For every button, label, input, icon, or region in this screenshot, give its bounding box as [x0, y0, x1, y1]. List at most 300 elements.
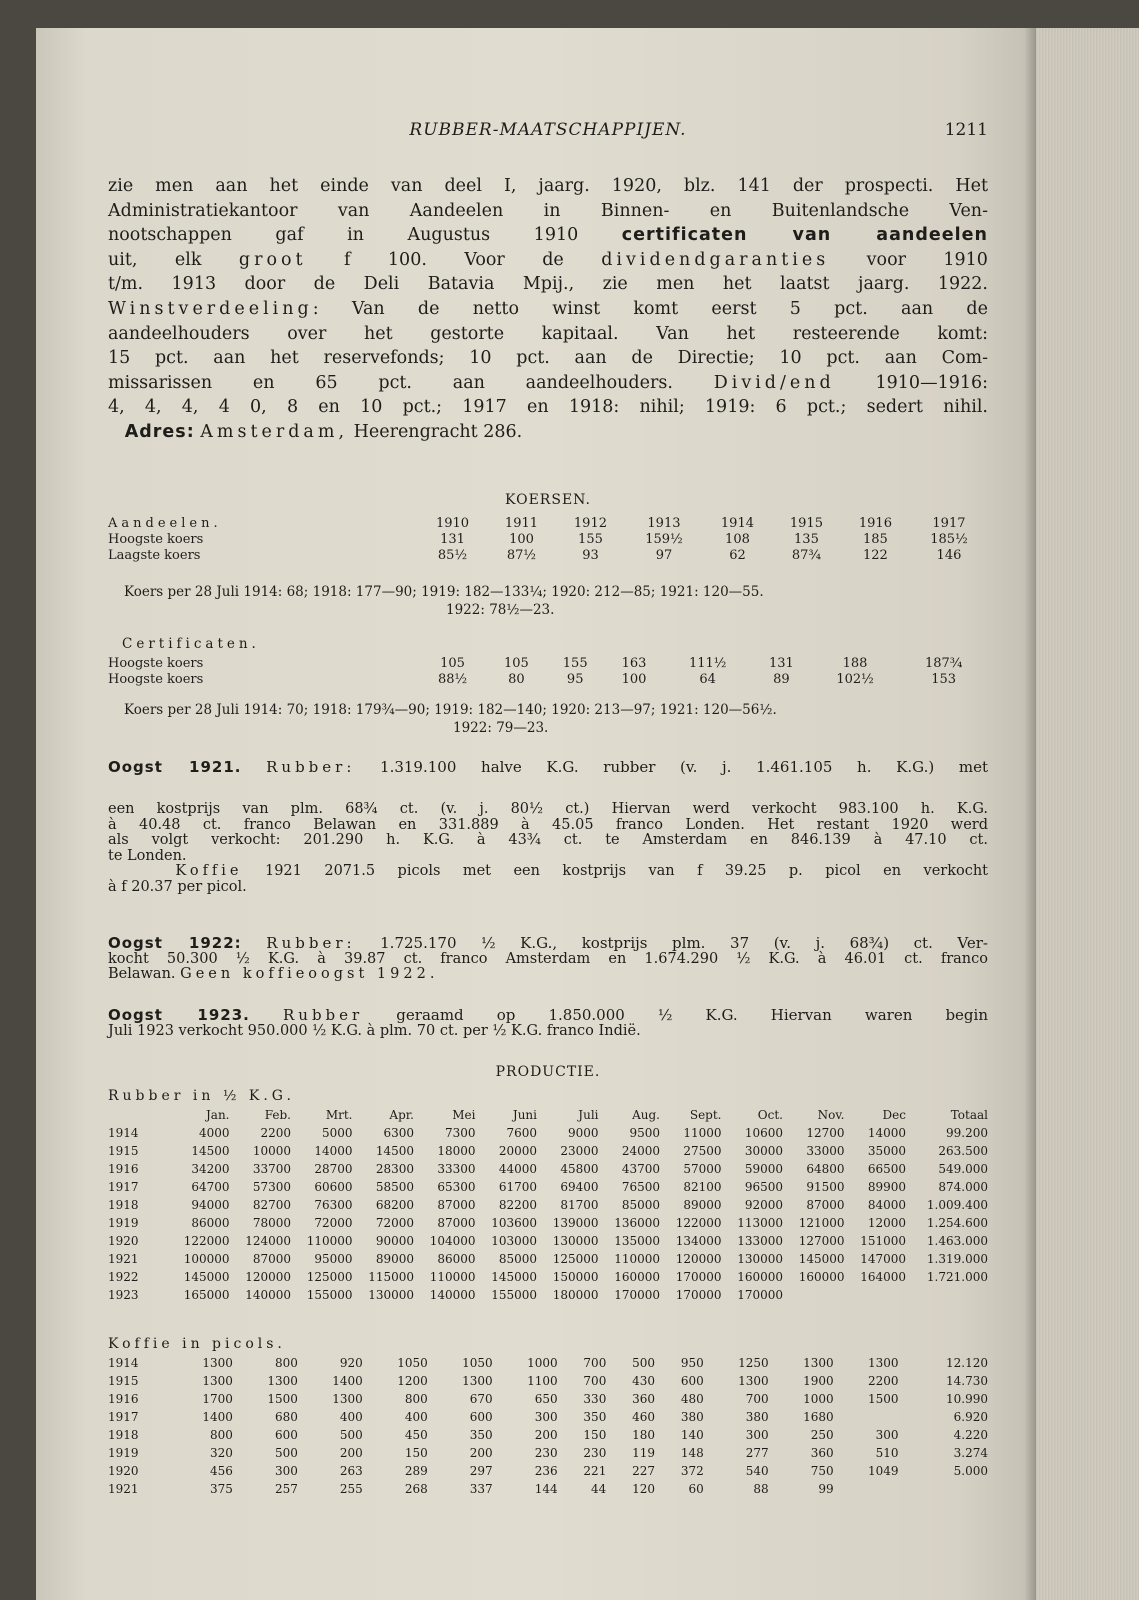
table-cell: 9500 — [629, 1126, 660, 1140]
table-cell: 1300 — [202, 1356, 233, 1370]
productie-rubber-label: Rubber in ½ K.G. — [108, 1088, 295, 1104]
table-cell: 289 — [404, 1464, 428, 1478]
table-cell: 90000 — [375, 1234, 414, 1248]
table-cell: 170000 — [737, 1288, 783, 1302]
table-cell: 300 — [875, 1428, 899, 1442]
table-cell: 14000 — [867, 1126, 906, 1140]
table-cell: 134000 — [675, 1234, 722, 1248]
table-cell: 113000 — [737, 1216, 783, 1230]
table-cell: 145000 — [491, 1270, 537, 1284]
row-year: 1920 — [108, 1234, 139, 1248]
table-cell: 277 — [745, 1446, 769, 1460]
table-cell: 350 — [469, 1428, 493, 1442]
table-cell: 1100 — [527, 1374, 558, 1388]
table-cell: 85000 — [498, 1252, 537, 1266]
table-cell: 92000 — [744, 1198, 783, 1212]
table-cell: 145000 — [183, 1270, 230, 1284]
row-year: 1921 — [108, 1482, 139, 1496]
table-cell: 500 — [632, 1356, 656, 1370]
table-cell: 43700 — [621, 1162, 660, 1176]
table-row — [108, 1408, 988, 1426]
table-cell: 227 — [632, 1464, 656, 1478]
table-cell: 1000 — [527, 1356, 558, 1370]
table-cell: 91500 — [806, 1180, 845, 1194]
table-cell: 88 — [753, 1482, 769, 1496]
table-cell: 104000 — [429, 1234, 476, 1248]
table-cell: 136000 — [614, 1216, 660, 1230]
row-year: 1918 — [108, 1198, 139, 1212]
table-cell: 1200 — [397, 1374, 428, 1388]
table-cell: 64700 — [191, 1180, 230, 1194]
table-cell: 110000 — [306, 1234, 353, 1248]
table-cell: 350 — [583, 1410, 607, 1424]
adres-label: Adres: — [124, 421, 195, 442]
table-cell: 103600 — [491, 1216, 537, 1230]
table-cell: 57000 — [683, 1162, 722, 1176]
table-cell: 600 — [469, 1410, 493, 1424]
table-row — [108, 1444, 988, 1462]
table-cell: 540 — [745, 1464, 769, 1478]
table-row: Aandeelen. 1910 1911 1912 1913 1914 1915 1916 1917 — [108, 516, 966, 531]
table-cell: 800 — [210, 1428, 233, 1442]
table-cell: 24000 — [621, 1144, 660, 1158]
table-cell: 2200 — [260, 1126, 291, 1140]
table-cell: 122000 — [183, 1234, 230, 1248]
table-cell: 160000 — [614, 1270, 660, 1284]
row-year: 1919 — [108, 1216, 139, 1230]
productie-rubber-table — [108, 1106, 988, 1304]
row-year: 1916 — [108, 1162, 139, 1176]
table-cell: 120000 — [245, 1270, 291, 1284]
table-cell: 268 — [404, 1482, 428, 1496]
table-cell: 4.220 — [953, 1428, 988, 1442]
table-cell: 110000 — [614, 1252, 660, 1266]
table-cell: 221 — [583, 1464, 607, 1478]
oogst-1921-heading: Oogst 1921. — [108, 758, 242, 776]
table-row — [108, 1214, 988, 1232]
table-cell: 127000 — [798, 1234, 845, 1248]
table-cell: 500 — [274, 1446, 298, 1460]
table-cell: 44000 — [498, 1162, 537, 1176]
table-cell: 7300 — [444, 1126, 476, 1140]
table-cell: 372 — [680, 1464, 704, 1478]
table-cell: 1000 — [803, 1392, 834, 1406]
aandeelen-label: Aandeelen. — [108, 516, 222, 531]
table-cell: 4000 — [198, 1126, 230, 1140]
table-cell: 1300 — [868, 1356, 899, 1370]
table-cell: 120 — [632, 1482, 656, 1496]
intro-line-6: Winstverdeeling: Van de netto winst komt eerst 5 pct. aan de — [108, 298, 988, 319]
table-cell: 30000 — [744, 1144, 783, 1158]
table-row — [108, 1232, 988, 1250]
aandeelen-note-2: 1922: 78½—23. — [446, 602, 555, 618]
table-cell: 375 — [210, 1482, 233, 1496]
table-cell: 10000 — [252, 1144, 291, 1158]
table-cell: 44 — [591, 1482, 607, 1496]
table-cell: 60600 — [314, 1180, 353, 1194]
table-cell: 121000 — [798, 1216, 845, 1230]
table-cell: 144 — [534, 1482, 558, 1496]
table-cell: 400 — [339, 1410, 363, 1424]
table-cell: 330 — [583, 1392, 607, 1406]
table-cell: 257 — [274, 1482, 298, 1496]
table-cell: 1300 — [332, 1392, 363, 1406]
table-cell: 7600 — [506, 1126, 537, 1140]
table-cell: 670 — [469, 1392, 493, 1406]
table-row: Hoogste koers 131 100 155 159½ 108 135 185 185½ — [108, 532, 968, 547]
table-cell: 6.920 — [953, 1410, 988, 1424]
intro-line-9: missarissen en 65 pct. aan aandeelhouders. Divid/end 1910—1916: — [108, 372, 988, 393]
table-header-row: Jan. Feb. Mrt. Apr. Mei Juni Juli Aug. Sept. Oct. Nov. Dec Totaal — [205, 1108, 988, 1122]
table-cell: 1300 — [267, 1374, 298, 1388]
table-cell: 85000 — [621, 1198, 660, 1212]
table-cell: 28300 — [375, 1162, 414, 1176]
table-cell: 20000 — [498, 1144, 537, 1158]
table-cell: 64800 — [806, 1162, 845, 1176]
row-year: 1921 — [108, 1252, 139, 1266]
table-cell: 60 — [688, 1482, 704, 1496]
table-cell: 86000 — [191, 1216, 230, 1230]
table-cell: 380 — [745, 1410, 769, 1424]
table-cell: 33700 — [252, 1162, 291, 1176]
table-cell: 920 — [339, 1356, 363, 1370]
table-cell: 66500 — [867, 1162, 906, 1176]
table-cell: 1.009.400 — [926, 1198, 988, 1212]
table-cell — [783, 1286, 845, 1304]
table-row — [108, 1462, 988, 1480]
table-cell: 89900 — [867, 1180, 906, 1194]
table-cell: 600 — [680, 1374, 704, 1388]
table-cell: 6300 — [383, 1126, 414, 1140]
table-row — [108, 1354, 988, 1372]
table-cell: 9000 — [567, 1126, 599, 1140]
certificaten-note-1: Koers per 28 Juli 1914: 70; 1918: 179¾—90; 1919: 182—140; 1920: 213—97; 1921: 120—56½. — [124, 702, 777, 718]
book-page-edges — [1036, 28, 1139, 1600]
table-cell: 263.500 — [938, 1144, 988, 1158]
table-cell: 1050 — [462, 1356, 493, 1370]
table-cell: 12700 — [806, 1126, 845, 1140]
koersen-title: KOERSEN. — [505, 492, 591, 508]
table-row — [108, 1160, 988, 1178]
table-cell: 650 — [534, 1392, 558, 1406]
table-cell: 1300 — [202, 1374, 233, 1388]
table-cell: 450 — [404, 1428, 428, 1442]
table-cell: 140000 — [245, 1288, 291, 1302]
table-cell: 5.000 — [953, 1464, 988, 1478]
row-year: 1914 — [108, 1356, 139, 1370]
row-year: 1917 — [108, 1180, 139, 1194]
table-cell: 33000 — [806, 1144, 845, 1158]
table-cell: 230 — [534, 1446, 558, 1460]
table-cell: 11000 — [683, 1126, 722, 1140]
oogst-1922: Oogst 1922: Rubber: 1.725.170 ½ K.G., kostprijs plm. 37 (v. j. 68¾) ct. Ver- kocht 50.300 ½ K.G. à 39.87 ct. franco Amsterdam en 1.674.290 ½ K.G. à 46.01 ct. franco Belawan. Geen koffieoogst 1922. — [108, 934, 988, 982]
intro-line-5: t/m. 1913 door de Deli Batavia Mpij., zie men het laatst jaarg. 1922. — [108, 274, 988, 295]
table-cell: 103000 — [491, 1234, 537, 1248]
certificaten-label: Certificaten. — [122, 636, 260, 652]
table-cell: 337 — [469, 1482, 493, 1496]
table-cell: 170000 — [614, 1288, 660, 1302]
koersen-aandeelen-table — [108, 516, 988, 564]
table-row — [108, 1286, 988, 1304]
table-cell: 58500 — [375, 1180, 414, 1194]
table-cell: 87000 — [252, 1252, 291, 1266]
table-cell: 1300 — [462, 1374, 493, 1388]
table-cell: 263 — [339, 1464, 363, 1478]
table-cell: 165000 — [183, 1288, 230, 1302]
table-cell: 600 — [274, 1428, 298, 1442]
table-cell: 700 — [583, 1374, 607, 1388]
oogst-1921: Oogst 1921. Rubber: 1.319.100 halve K.G. rubber (v. j. 1.461.105 h. K.G.) met — [108, 758, 988, 776]
table-row — [108, 1480, 988, 1498]
table-cell: 874.000 — [938, 1180, 988, 1194]
intro-paragraph — [108, 174, 988, 445]
table-cell: 87000 — [437, 1198, 476, 1212]
intro-line-1: zie men aan het einde van deel I, jaarg. 1920, blz. 141 der prospecti. Het — [108, 176, 988, 196]
row-year: 1920 — [108, 1464, 139, 1478]
table-cell: 1400 — [332, 1374, 363, 1388]
table-cell: 170000 — [675, 1288, 722, 1302]
table-cell: 76300 — [314, 1198, 353, 1212]
table-cell: 125000 — [552, 1252, 599, 1266]
table-cell — [834, 1480, 899, 1498]
table-row — [108, 1196, 988, 1214]
table-cell: 549.000 — [938, 1162, 988, 1176]
table-cell: 115000 — [368, 1270, 414, 1284]
table-row — [108, 1250, 988, 1268]
table-cell: 87000 — [437, 1216, 476, 1230]
table-cell: 130000 — [737, 1252, 783, 1266]
table-cell: 12000 — [867, 1216, 906, 1230]
table-cell: 150000 — [552, 1270, 599, 1284]
table-cell: 68200 — [375, 1198, 414, 1212]
productie-title: PRODUCTIE. — [495, 1064, 601, 1080]
table-cell: 3.274 — [953, 1446, 988, 1460]
table-cell: 99.200 — [946, 1126, 988, 1140]
table-cell: 139000 — [552, 1216, 599, 1230]
intro-line-4: uit, elk groot f 100. Voor de dividendgaranties voor 1910 — [108, 249, 988, 270]
table-row — [108, 1426, 988, 1444]
row-year: 1918 — [108, 1428, 139, 1442]
table-cell: 1250 — [738, 1356, 769, 1370]
table-cell: 110000 — [429, 1270, 476, 1284]
table-cell: 155000 — [491, 1288, 537, 1302]
table-cell: 460 — [632, 1410, 656, 1424]
table-cell: 100000 — [183, 1252, 230, 1266]
table-cell: 122000 — [675, 1216, 722, 1230]
table-cell: 23000 — [560, 1144, 599, 1158]
table-cell: 1.463.000 — [926, 1234, 988, 1248]
table-cell: 140 — [680, 1428, 704, 1442]
table-cell: 255 — [339, 1482, 363, 1496]
table-cell: 480 — [680, 1392, 704, 1406]
table-cell: 33300 — [437, 1162, 476, 1176]
table-cell: 700 — [745, 1392, 769, 1406]
table-cell: 1500 — [267, 1392, 298, 1406]
table-cell: 700 — [583, 1356, 607, 1370]
table-cell: 95000 — [314, 1252, 353, 1266]
table-cell: 14.730 — [946, 1374, 988, 1388]
adres-line: Adres: Amsterdam, Heerengracht 286. — [124, 421, 523, 442]
table-cell: 500 — [339, 1428, 363, 1442]
table-row — [108, 1390, 988, 1408]
row-year: 1919 — [108, 1446, 139, 1460]
table-cell: 72000 — [314, 1216, 353, 1230]
koersen-certificaten-table — [108, 656, 988, 688]
row-year: 1914 — [108, 1126, 139, 1140]
aandeelen-note-1: Koers per 28 Juli 1914: 68; 1918: 177—90; 1919: 182—133¼; 1920: 212—85; 1921: 120—55. — [124, 584, 764, 600]
table-cell: 151000 — [860, 1234, 906, 1248]
table-cell: 148 — [680, 1446, 704, 1460]
table-row — [108, 1178, 988, 1196]
table-cell: 14500 — [191, 1144, 230, 1158]
table-cell: 27500 — [683, 1144, 722, 1158]
table-cell: 164000 — [860, 1270, 906, 1284]
table-cell: 155000 — [306, 1288, 353, 1302]
table-cell: 320 — [210, 1446, 233, 1460]
table-cell: 89000 — [375, 1252, 414, 1266]
table-row: Laagste koers 85½ 87½ 93 97 62 87¾ 122 146 — [108, 548, 962, 563]
table-cell: 125000 — [306, 1270, 353, 1284]
table-cell — [899, 1480, 988, 1498]
table-cell: 510 — [875, 1446, 899, 1460]
table-cell: 150 — [583, 1428, 607, 1442]
table-cell: 180 — [632, 1428, 656, 1442]
table-cell: 160000 — [737, 1270, 783, 1284]
table-cell: 10600 — [744, 1126, 783, 1140]
table-cell: 82700 — [252, 1198, 291, 1212]
table-cell: 89000 — [683, 1198, 722, 1212]
table-row — [108, 1268, 988, 1286]
table-cell: 1050 — [397, 1356, 428, 1370]
table-cell: 78000 — [252, 1216, 291, 1230]
header-title: RUBBER-MAATSCHAPPIJEN. — [409, 120, 687, 140]
table-cell: 430 — [632, 1374, 656, 1388]
table-cell: 297 — [469, 1464, 493, 1478]
table-cell: 94000 — [191, 1198, 230, 1212]
table-cell — [845, 1286, 907, 1304]
table-cell: 250 — [810, 1428, 834, 1442]
table-cell: 120000 — [675, 1252, 722, 1266]
table-cell: 140000 — [429, 1288, 476, 1302]
table-cell — [906, 1286, 988, 1304]
table-cell: 456 — [210, 1464, 233, 1478]
table-cell: 76500 — [621, 1180, 660, 1194]
oogst-1921-body: een kostprijs van plm. 68¾ ct. (v. j. 80½ ct.) Hiervan werd verkocht 983.100 h. K.G. à 40.48 ct. franco Belawan en 331.889 à 45.05 franco Londen. Het restant 1920 werd als volgt verkocht: 201.290 h. K.G. à 43¾ ct. te Amsterdam en 846.139 à 47.10 ct. te Londen. Koffie 1921 2071.5 picols met een kostprijs van f 39.25 p. picol en verkocht à f 20.37 per picol. — [108, 801, 989, 895]
table-cell: 300 — [274, 1464, 298, 1478]
oogst-1922-heading: Oogst 1922: — [108, 934, 242, 952]
table-cell: 360 — [810, 1446, 834, 1460]
table-cell: 10.990 — [946, 1392, 988, 1406]
table-cell: 680 — [274, 1410, 298, 1424]
table-cell: 160000 — [798, 1270, 845, 1284]
table-cell: 82200 — [498, 1198, 537, 1212]
table-cell: 360 — [632, 1392, 656, 1406]
intro-bold-certificaten: certificaten van aandeelen — [621, 225, 988, 246]
table-cell: 14500 — [375, 1144, 414, 1158]
table-cell: 2200 — [868, 1374, 899, 1388]
table-cell: 1049 — [868, 1464, 899, 1478]
table-cell: 1400 — [202, 1410, 233, 1424]
intro-line-10: 4, 4, 4, 4 0, 8 en 10 pct.; 1917 en 1918: nihil; 1919: 6 pct.; sedert nihil. — [108, 397, 988, 418]
table-row: Hoogste koers 88½ 80 95 100 64 89 102½ 153 — [108, 672, 957, 687]
table-cell: 950 — [680, 1356, 704, 1370]
table-cell: 57300 — [252, 1180, 291, 1194]
table-cell: 99 — [818, 1482, 834, 1496]
table-cell: 119 — [632, 1446, 656, 1460]
table-row — [108, 1142, 988, 1160]
table-cell: 300 — [534, 1410, 558, 1424]
intro-line-8: 15 pct. aan het reservefonds; 10 pct. aan de Directie; 10 pct. aan Com- — [108, 348, 988, 369]
table-cell: 180000 — [552, 1288, 599, 1302]
oogst-1923: Oogst 1923. Rubber geraamd op 1.850.000 ½ K.G. Hiervan waren begin Juli 1923 verkocht 950.000 ½ K.G. à plm. 70 ct. per ½ K.G. franco Indië. — [108, 1006, 988, 1039]
table-cell: 200 — [339, 1446, 363, 1460]
table-cell: 200 — [534, 1428, 558, 1442]
table-row — [108, 1124, 988, 1142]
productie-koffie-label: Koffie in picols. — [108, 1336, 286, 1352]
intro-line-3: nootschappen gaf in Augustus 1910 certificaten van aandeelen — [108, 225, 988, 246]
table-cell: 1700 — [202, 1392, 233, 1406]
row-year: 1923 — [108, 1288, 139, 1302]
productie-koffie-table — [108, 1354, 988, 1498]
table-cell: 200 — [469, 1446, 493, 1460]
table-cell: 170000 — [675, 1270, 722, 1284]
table-cell: 59000 — [744, 1162, 783, 1176]
table-cell: 34200 — [191, 1162, 230, 1176]
table-cell: 86000 — [437, 1252, 476, 1266]
table-cell: 61700 — [498, 1180, 537, 1194]
table-cell: 69400 — [560, 1180, 599, 1194]
table-cell: 72000 — [375, 1216, 414, 1230]
row-year: 1922 — [108, 1270, 139, 1284]
row-year: 1915 — [108, 1144, 139, 1158]
table-cell: 750 — [810, 1464, 834, 1478]
intro-line-7: aandeelhouders over het gestorte kapitaal. Van het resteerende komt: — [108, 323, 988, 344]
table-cell: 147000 — [860, 1252, 906, 1266]
table-cell: 1.254.600 — [926, 1216, 988, 1230]
table-cell: 800 — [404, 1392, 428, 1406]
table-cell: 145000 — [798, 1252, 845, 1266]
table-cell: 28700 — [314, 1162, 353, 1176]
table-cell: 133000 — [737, 1234, 783, 1248]
table-cell: 81700 — [560, 1198, 599, 1212]
table-cell: 150 — [404, 1446, 428, 1460]
table-cell: 800 — [274, 1356, 298, 1370]
table-cell: 1300 — [738, 1374, 769, 1388]
table-row — [108, 1372, 988, 1390]
table-cell: 45800 — [560, 1162, 599, 1176]
table-cell: 1680 — [803, 1410, 834, 1424]
running-header — [108, 120, 988, 144]
table-cell: 124000 — [245, 1234, 291, 1248]
table-cell: 230 — [583, 1446, 607, 1460]
row-year: 1917 — [108, 1410, 139, 1424]
page-number: 1211 — [944, 120, 988, 140]
table-cell: 14000 — [314, 1144, 353, 1158]
table-cell: 1.319.000 — [926, 1252, 988, 1266]
table-cell: 380 — [680, 1410, 704, 1424]
table-cell: 84000 — [867, 1198, 906, 1212]
table-cell: 12.120 — [946, 1356, 988, 1370]
intro-line-2: Administratiekantoor van Aandeelen in Binnen- en Buitenlandsche Ven- — [108, 200, 988, 221]
table-cell: 236 — [534, 1464, 558, 1478]
oogst-1923-heading: Oogst 1923. — [108, 1006, 250, 1024]
table-cell: 1900 — [803, 1374, 834, 1388]
table-cell: 400 — [404, 1410, 428, 1424]
table-cell: 300 — [745, 1428, 769, 1442]
table-cell: 35000 — [867, 1144, 906, 1158]
table-row: Hoogste koers 105 105 155 163 111½ 131 188 187¾ — [108, 656, 963, 671]
table-cell: 87000 — [806, 1198, 845, 1212]
